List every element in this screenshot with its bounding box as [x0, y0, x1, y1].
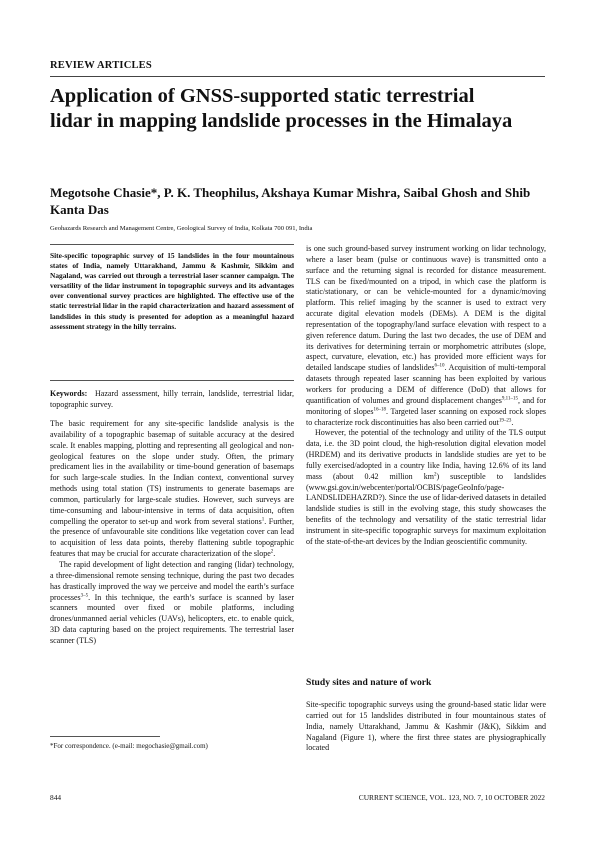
paragraph	[50, 419, 294, 560]
left-column-body	[50, 419, 294, 647]
authors: Megotsohe Chasie*, P. K. Theophilus, Akshaya Kumar Mishra, Saibal Ghosh and Shib Kanta Das	[50, 185, 531, 217]
page-number: 844	[50, 793, 62, 802]
keywords	[50, 389, 294, 411]
header-rule	[50, 76, 545, 77]
right-column-body-continued	[306, 700, 546, 754]
paragraph-text: . Acquisition of multi-temporal datasets through repeated laser scanning has been exploited by various workers for producing a DEM of difference (DoD) that allows for quantification of volumes and ground displacement changes	[306, 363, 546, 405]
paragraph: Site-specific topographic surveys using the ground-based static lidar were carried out for 15 landslides distributed in four mountainous states of India, namely Uttarakhand, Jammu & Kashmir (J&K), Sikkim and Nagaland (Figure 1), where the first three states are physiographically located	[306, 700, 546, 753]
citation: 2	[270, 549, 274, 555]
section-heading: Study sites and nature of work	[306, 677, 432, 688]
citation: 19–23	[498, 417, 512, 423]
paragraph-text: , and for monitoring of slopes	[306, 395, 546, 416]
paragraph	[306, 244, 546, 428]
correspondence-footnote: *For correspondence. (e-mail: megochasie@gmail.com)	[50, 742, 208, 750]
citation: 3–5	[80, 592, 89, 598]
right-column-body	[306, 244, 546, 548]
superscript: 2	[433, 472, 437, 478]
article-title: Application of GNSS-supported static terrestrial lidar in mapping landslide processes in the Himalaya	[50, 85, 513, 132]
paragraph-text: basic requirement for any site-specific landslide analysis is the availability of a topographic basemap of suitable accuracy at the desired scale. It enables mapping, plotting and representing all geological and non-geological features on the slope under study. Often, the primary predicament lies in the availability or time-bound generation of basemaps for such large-scale studies. In the Indian context, conventional survey methods using total station (TS) instruments to generate basemaps are common, particularly for large-scale studies. However, such surveys are time-consuming and labour-intensive in terms of data acquisition, often compelling the operator to set-up and work from several stations	[50, 419, 294, 526]
keywords-label: Keywords:	[50, 389, 88, 398]
paragraph-text: However, the potential of the technology and utility of the TLS output data, i.e. the 3D point cloud, the high-resolution digital elevation model (HRDEM) and its derivative products in landslide studies are yet to be fully exercised/adopted in a country like India, having 12.6% of its land mass (about 0.42 million km	[306, 428, 546, 481]
abstract-rule-bottom	[50, 380, 294, 381]
journal-citation: CURRENT SCIENCE, VOL. 123, NO. 7, 10 OCTOBER 2022	[358, 793, 545, 802]
abstract-rule-top	[50, 244, 294, 245]
paragraph-text: The rapid development of light detection and ranging (lidar) technology, a three-dimensional remote sensing technique, during the past two decades has drastically improved the way we perceive and model the earth’s surface processes	[50, 559, 294, 602]
dropcap-word: The	[50, 419, 64, 428]
paragraph	[50, 560, 294, 647]
paragraph-text: .	[273, 549, 276, 559]
citation: 16–18	[373, 407, 386, 412]
section-label: REVIEW ARTICLES	[50, 60, 152, 71]
paragraph-text: . In this technique, the earth’s surface is scanned by laser scanners mounted over fixed or mobile platforms, including drones/unmanned aerial vehicles (UAVs), helicopters, etc. to enable quick, 3D data capturing based on the project requirements. The terrestrial laser scanner (TLS)	[50, 592, 294, 645]
paragraph-text: .	[511, 417, 514, 427]
keywords-text: Hazard assessment, hilly terrain, landslide, terrestrial lidar, topographic survey.	[50, 389, 294, 409]
paragraph-text: . Further, the presence of unfavourable site conditions like vegetation cover can lead to acquisition of less data points, thereby flattening subtle topographic features that may be crucial for accurate characterization of the slope	[50, 516, 294, 559]
abstract: Site-specific topographic survey of 15 landslides in the four mountainous states of India, namely Uttarakhand, Jammu & Kashmir, Sikkim and Nagaland, was carried out through a terrestrial laser scanner campaign. The versatility of the lidar instrument in topographic surveys and its advantages over conventional survey practices are highlighted. The effective use of the static terrestrial lidar in the rapid characterization and hazard assessment of landslides in this study is presented for adoption as a meaningful hazard assessment strategy in the hilly terrains.	[50, 251, 294, 331]
paragraph-text: ) susceptible to landslides (www.gsi.gov.in/webcenter/portal/OCBIS/pageGeoInfo/page-LANDSLIDEHAZRD?). Since the use of lidar-derived datasets in detailed landslide studies is still in the evolving stage, this study showcases the benefits of the technology and versatility of the static terrestrial lidar instrument in site-specific topographic surveys for maximum exploitation of the state-of-the-art devices by the Indian geoscientific community.	[306, 471, 546, 546]
affiliation: Geohazards Research and Management Centre, Geological Survey of India, Kolkata 700 091, India	[50, 225, 313, 232]
citation: 6–10	[434, 363, 445, 369]
citation: 1	[261, 516, 265, 522]
paragraph-text: is one such ground-based survey instrument working on lidar technology, where a laser beam (pulse or continuous wave) is transmitted onto a surface and the returning signal is recorded for distance measurement. TLS can be fixed/mounted on a tripod, in which case the platform is static/stationary, or can be vehicle-mounted for a dynamic/moving platform. This relief imaging by the scanner is used to extract very accurate digital elevation models (DEMs). A DEM is the digital representation of the topography/land surface elevation with respect to a given reference datum. During the last two decades, the use of DEM and its derivatives for determining terrain or morphometric attributes (slope, aspect, curvature, elevation, etc.) has provided more efficient ways for detailed landscape studies of landslides	[306, 244, 546, 373]
paragraph	[306, 428, 546, 547]
paragraph-text: . Targeted laser scanning on exposed rock slopes to characterize rock discontinuities has also been carried out	[306, 406, 547, 427]
footnote-rule	[50, 736, 160, 737]
citation: 9,11–15	[501, 396, 518, 402]
